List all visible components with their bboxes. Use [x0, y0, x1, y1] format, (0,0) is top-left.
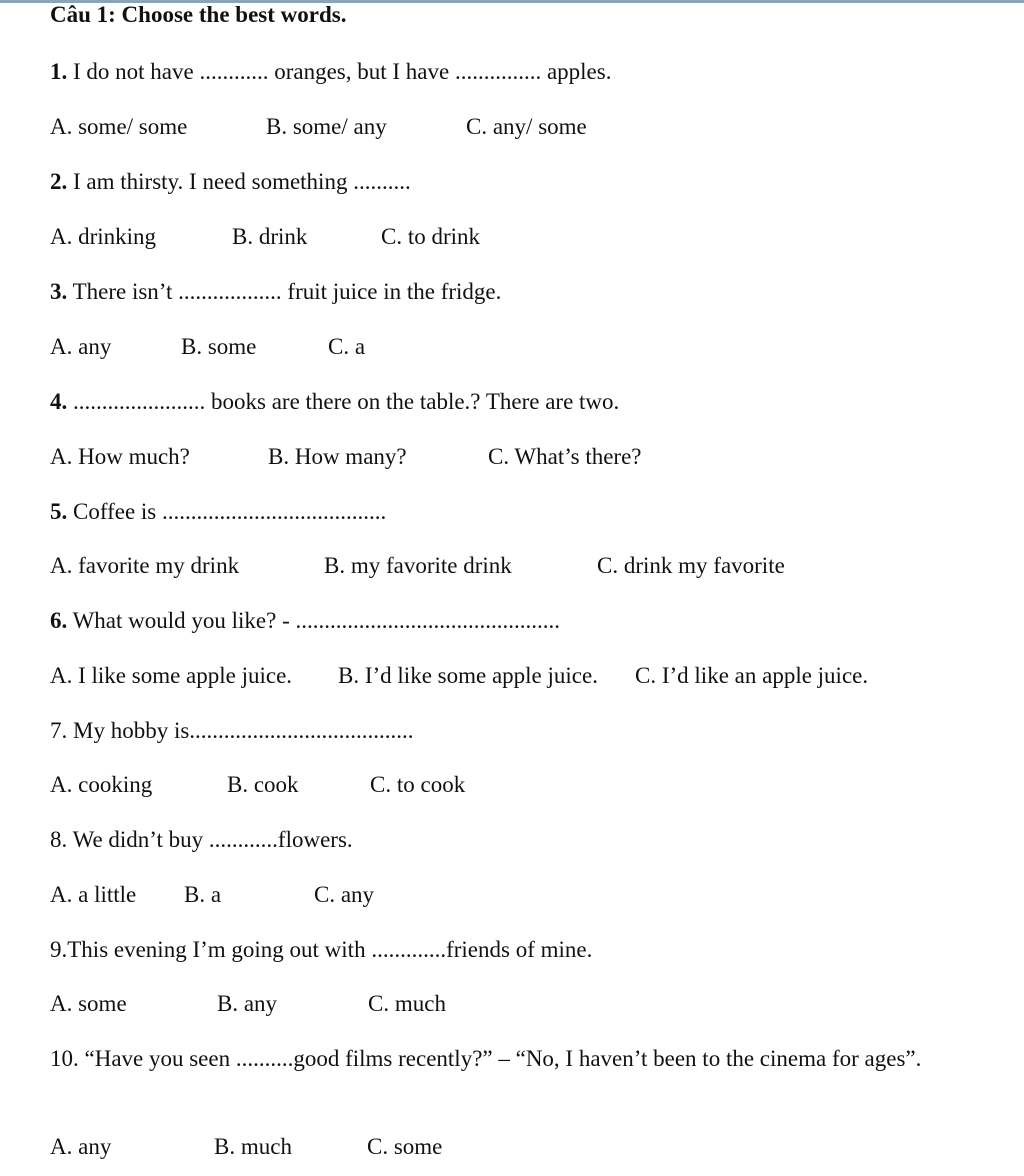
question-4 [50, 388, 619, 416]
question-number: 2. [50, 169, 68, 194]
q5-option-b: B. my favorite drink [324, 553, 512, 578]
question-text: There isn’t .................. fruit juice in the fridge. [67, 279, 502, 304]
q8-option-a: A. a little [50, 882, 137, 907]
q6-option-c: C. I’d like an apple juice. [635, 663, 869, 688]
question-number: 10. [50, 1046, 79, 1071]
question-text: My hobby is....................................... [67, 718, 414, 743]
question-text: This evening I’m going out with .............friends of mine. [67, 937, 593, 962]
question-text: We didn’t buy ............flowers. [67, 827, 353, 852]
q6-option-b: B. I’d like some apple juice. [338, 663, 598, 688]
question-7 [50, 717, 414, 745]
question-number: 1. [50, 59, 68, 84]
q8-option-b: B. a [184, 882, 222, 907]
q4-option-c: C. What’s there? [488, 444, 642, 469]
q1-option-c: C. any/ some [466, 114, 587, 139]
question-3 [50, 278, 501, 306]
q3-option-a: A. any [50, 334, 112, 359]
question-10 [50, 1043, 950, 1075]
q10-option-c: C. some [367, 1134, 443, 1159]
q5-option-c: C. drink my favorite [597, 553, 785, 578]
q2-option-c: C. to drink [381, 224, 481, 249]
question-text: What would you like? - .............................................. [67, 608, 560, 633]
question-1 [50, 58, 611, 86]
q3-option-b: B. some [181, 334, 257, 359]
question-6 [50, 607, 560, 635]
question-text: “Have you seen ..........good films recently?” – “No, I haven’t been to the cinema for ages”. [78, 1046, 922, 1071]
question-8 [50, 826, 353, 854]
question-9 [50, 936, 592, 964]
q5-option-a: A. favorite my drink [50, 553, 240, 578]
q2-option-a: A. drinking [50, 224, 157, 249]
q7-option-c: C. to cook [370, 772, 466, 797]
q4-option-b: B. How many? [268, 444, 407, 469]
q9-option-b: B. any [217, 991, 278, 1016]
q7-option-b: B. cook [227, 772, 299, 797]
question-number: 3. [50, 279, 68, 304]
question-number: 7. [50, 718, 68, 743]
q10-option-b: B. much [214, 1134, 292, 1159]
q9-option-a: A. some [50, 991, 127, 1016]
q4-option-a: A. How much? [50, 444, 190, 469]
q10-option-a: A. any [50, 1134, 112, 1159]
q1-option-a: A. some/ some [50, 114, 188, 139]
exercise-heading: Câu 1: Choose the best words. [50, 2, 347, 27]
question-text: ....................... books are there on the table.? There are two. [67, 389, 620, 414]
question-text: Coffee is ....................................... [67, 499, 387, 524]
q7-option-a: A. cooking [50, 772, 153, 797]
question-5 [50, 498, 386, 526]
q9-option-c: C. much [368, 991, 446, 1016]
q6-option-a: A. I like some apple juice. [50, 663, 293, 688]
question-number: 6. [50, 608, 68, 633]
q2-option-b: B. drink [232, 224, 308, 249]
question-number: 9. [50, 937, 68, 962]
question-text: I am thirsty. I need something .......... [67, 169, 411, 194]
question-text: I do not have ............ oranges, but I have ............... apples. [67, 59, 612, 84]
question-2 [50, 168, 411, 196]
question-number: 5. [50, 499, 68, 524]
q8-option-c: C. any [314, 882, 375, 907]
q3-option-c: C. a [328, 334, 366, 359]
question-number: 4. [50, 389, 68, 414]
q1-option-b: B. some/ any [266, 114, 387, 139]
question-number: 8. [50, 827, 68, 852]
